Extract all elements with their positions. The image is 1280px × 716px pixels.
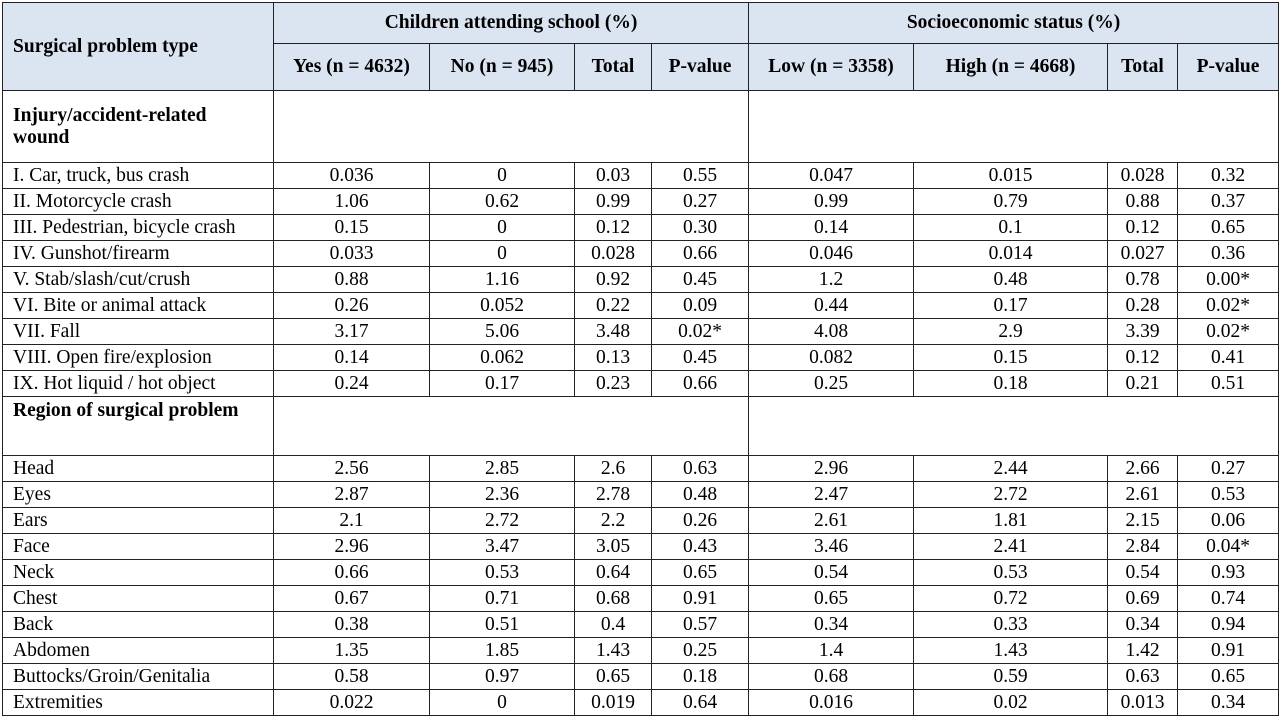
value-cell: 0.13 bbox=[575, 345, 652, 371]
value-cell: 2.96 bbox=[749, 456, 914, 482]
value-cell: 0.027 bbox=[1108, 241, 1178, 267]
row-label: IX. Hot liquid / hot object bbox=[3, 371, 274, 397]
value-cell: 3.46 bbox=[749, 534, 914, 560]
value-cell: 0.27 bbox=[1178, 456, 1279, 482]
value-cell: 2.15 bbox=[1108, 508, 1178, 534]
value-cell: 0.082 bbox=[749, 345, 914, 371]
value-cell: 0.57 bbox=[652, 612, 749, 638]
value-cell: 2.9 bbox=[914, 319, 1108, 345]
value-cell: 1.81 bbox=[914, 508, 1108, 534]
table-row bbox=[3, 508, 1279, 534]
value-cell: 0.046 bbox=[749, 241, 914, 267]
value-cell: 0.54 bbox=[1108, 560, 1178, 586]
value-cell: 0.15 bbox=[274, 215, 430, 241]
value-cell: 0.036 bbox=[274, 163, 430, 189]
value-cell: 0.02 bbox=[914, 690, 1108, 716]
value-cell: 0.51 bbox=[430, 612, 575, 638]
value-cell: 0.27 bbox=[652, 189, 749, 215]
row-label: VII. Fall bbox=[3, 319, 274, 345]
value-cell: 2.41 bbox=[914, 534, 1108, 560]
value-cell: 0.12 bbox=[1108, 345, 1178, 371]
value-cell: 0.66 bbox=[652, 241, 749, 267]
value-cell: 2.44 bbox=[914, 456, 1108, 482]
value-cell: 0.48 bbox=[652, 482, 749, 508]
value-cell: 3.39 bbox=[1108, 319, 1178, 345]
table-row bbox=[3, 293, 1279, 319]
value-cell: 0.72 bbox=[914, 586, 1108, 612]
value-cell: 0.047 bbox=[749, 163, 914, 189]
value-cell: 0.022 bbox=[274, 690, 430, 716]
header-row-groups bbox=[3, 3, 1279, 44]
value-cell: 0.12 bbox=[1108, 215, 1178, 241]
value-cell: 0.062 bbox=[430, 345, 575, 371]
value-cell: 0.88 bbox=[1108, 189, 1178, 215]
value-cell: 0.97 bbox=[430, 664, 575, 690]
value-cell: 1.43 bbox=[914, 638, 1108, 664]
header-socioeconomic-status: Socioeconomic status (%) bbox=[749, 3, 1279, 44]
row-label: IV. Gunshot/firearm bbox=[3, 241, 274, 267]
value-cell: 0.25 bbox=[652, 638, 749, 664]
value-cell: 0 bbox=[430, 241, 575, 267]
value-cell: 1.85 bbox=[430, 638, 575, 664]
table-row bbox=[3, 638, 1279, 664]
section-title: Injury/accident-related wound bbox=[3, 91, 274, 163]
value-cell: 0.65 bbox=[652, 560, 749, 586]
value-cell: 0.65 bbox=[1178, 664, 1279, 690]
table-row bbox=[3, 189, 1279, 215]
value-cell: 0.013 bbox=[1108, 690, 1178, 716]
value-cell: 2.47 bbox=[749, 482, 914, 508]
value-cell: 0.02* bbox=[1178, 319, 1279, 345]
value-cell: 1.43 bbox=[575, 638, 652, 664]
value-cell: 0.41 bbox=[1178, 345, 1279, 371]
value-cell: 0.23 bbox=[575, 371, 652, 397]
header-problem-type: Surgical problem type bbox=[3, 3, 274, 91]
value-cell: 3.48 bbox=[575, 319, 652, 345]
value-cell: 2.36 bbox=[430, 482, 575, 508]
section-title: Region of surgical problem bbox=[3, 397, 274, 456]
value-cell: 1.4 bbox=[749, 638, 914, 664]
value-cell: 0.38 bbox=[274, 612, 430, 638]
value-cell: 3.05 bbox=[575, 534, 652, 560]
table-row bbox=[3, 690, 1279, 716]
value-cell: 0.22 bbox=[575, 293, 652, 319]
section-empty-cell bbox=[749, 91, 1279, 163]
value-cell: 0.93 bbox=[1178, 560, 1279, 586]
value-cell: 0.53 bbox=[430, 560, 575, 586]
value-cell: 1.16 bbox=[430, 267, 575, 293]
value-cell: 0.45 bbox=[652, 267, 749, 293]
value-cell: 0.17 bbox=[914, 293, 1108, 319]
value-cell: 0.51 bbox=[1178, 371, 1279, 397]
value-cell: 0.79 bbox=[914, 189, 1108, 215]
value-cell: 0.014 bbox=[914, 241, 1108, 267]
value-cell: 0.02* bbox=[652, 319, 749, 345]
value-cell: 0.53 bbox=[1178, 482, 1279, 508]
header-children-attending-school: Children attending school (%) bbox=[274, 3, 749, 44]
value-cell: 0.17 bbox=[430, 371, 575, 397]
value-cell: 0.18 bbox=[652, 664, 749, 690]
value-cell: 2.78 bbox=[575, 482, 652, 508]
value-cell: 0.63 bbox=[652, 456, 749, 482]
value-cell: 2.66 bbox=[1108, 456, 1178, 482]
table-row bbox=[3, 215, 1279, 241]
table-row bbox=[3, 241, 1279, 267]
row-label: Head bbox=[3, 456, 274, 482]
value-cell: 0.06 bbox=[1178, 508, 1279, 534]
table-body bbox=[3, 91, 1279, 716]
value-cell: 0.21 bbox=[1108, 371, 1178, 397]
value-cell: 0.36 bbox=[1178, 241, 1279, 267]
value-cell: 0.32 bbox=[1178, 163, 1279, 189]
table-row bbox=[3, 267, 1279, 293]
value-cell: 0.91 bbox=[1178, 638, 1279, 664]
value-cell: 0.66 bbox=[652, 371, 749, 397]
section-empty-cell bbox=[749, 397, 1279, 456]
value-cell: 0.68 bbox=[575, 586, 652, 612]
value-cell: 0.09 bbox=[652, 293, 749, 319]
value-cell: 0.019 bbox=[575, 690, 652, 716]
row-label: VI. Bite or animal attack bbox=[3, 293, 274, 319]
header-school-yes: Yes (n = 4632) bbox=[274, 44, 430, 91]
row-label: V. Stab/slash/cut/crush bbox=[3, 267, 274, 293]
table-row bbox=[3, 586, 1279, 612]
header-ses-high: High (n = 4668) bbox=[914, 44, 1108, 91]
row-label: VIII. Open fire/explosion bbox=[3, 345, 274, 371]
value-cell: 1.2 bbox=[749, 267, 914, 293]
value-cell: 0.052 bbox=[430, 293, 575, 319]
value-cell: 0.65 bbox=[749, 586, 914, 612]
value-cell: 3.17 bbox=[274, 319, 430, 345]
table-row bbox=[3, 560, 1279, 586]
value-cell: 1.35 bbox=[274, 638, 430, 664]
row-label: III. Pedestrian, bicycle crash bbox=[3, 215, 274, 241]
section-header-row bbox=[3, 397, 1279, 456]
value-cell: 0.34 bbox=[1108, 612, 1178, 638]
row-label: Eyes bbox=[3, 482, 274, 508]
value-cell: 0.88 bbox=[274, 267, 430, 293]
value-cell: 0.02* bbox=[1178, 293, 1279, 319]
table-row bbox=[3, 612, 1279, 638]
value-cell: 0.53 bbox=[914, 560, 1108, 586]
row-label: Ears bbox=[3, 508, 274, 534]
section-header-row bbox=[3, 91, 1279, 163]
header-ses-total: Total bbox=[1108, 44, 1178, 91]
value-cell: 0.33 bbox=[914, 612, 1108, 638]
row-label: II. Motorcycle crash bbox=[3, 189, 274, 215]
value-cell: 0.028 bbox=[1108, 163, 1178, 189]
value-cell: 0.99 bbox=[575, 189, 652, 215]
surgical-problem-table bbox=[2, 2, 1279, 716]
table-row bbox=[3, 163, 1279, 189]
value-cell: 2.2 bbox=[575, 508, 652, 534]
row-label: Face bbox=[3, 534, 274, 560]
value-cell: 0.48 bbox=[914, 267, 1108, 293]
value-cell: 0.91 bbox=[652, 586, 749, 612]
value-cell: 2.6 bbox=[575, 456, 652, 482]
value-cell: 0.59 bbox=[914, 664, 1108, 690]
value-cell: 0 bbox=[430, 690, 575, 716]
value-cell: 0.028 bbox=[575, 241, 652, 267]
value-cell: 0.25 bbox=[749, 371, 914, 397]
value-cell: 0.64 bbox=[575, 560, 652, 586]
row-label: Buttocks/Groin/Genitalia bbox=[3, 664, 274, 690]
value-cell: 0.34 bbox=[1178, 690, 1279, 716]
section-empty-cell bbox=[274, 397, 749, 456]
row-label: Abdomen bbox=[3, 638, 274, 664]
table-row bbox=[3, 482, 1279, 508]
row-label: Neck bbox=[3, 560, 274, 586]
value-cell: 0.28 bbox=[1108, 293, 1178, 319]
value-cell: 0.92 bbox=[575, 267, 652, 293]
value-cell: 0.58 bbox=[274, 664, 430, 690]
value-cell: 1.42 bbox=[1108, 638, 1178, 664]
value-cell: 1.06 bbox=[274, 189, 430, 215]
value-cell: 0.016 bbox=[749, 690, 914, 716]
value-cell: 2.84 bbox=[1108, 534, 1178, 560]
value-cell: 0.12 bbox=[575, 215, 652, 241]
value-cell: 0.015 bbox=[914, 163, 1108, 189]
value-cell: 0.15 bbox=[914, 345, 1108, 371]
header-ses-p-value: P-value bbox=[1178, 44, 1279, 91]
value-cell: 2.96 bbox=[274, 534, 430, 560]
row-label: Chest bbox=[3, 586, 274, 612]
value-cell: 2.87 bbox=[274, 482, 430, 508]
value-cell: 0.26 bbox=[652, 508, 749, 534]
value-cell: 0.04* bbox=[1178, 534, 1279, 560]
value-cell: 0.18 bbox=[914, 371, 1108, 397]
table-row bbox=[3, 456, 1279, 482]
row-label: I. Car, truck, bus crash bbox=[3, 163, 274, 189]
value-cell: 0.69 bbox=[1108, 586, 1178, 612]
table-row bbox=[3, 534, 1279, 560]
value-cell: 0.62 bbox=[430, 189, 575, 215]
section-empty-cell bbox=[274, 91, 749, 163]
value-cell: 0.30 bbox=[652, 215, 749, 241]
header-ses-low: Low (n = 3358) bbox=[749, 44, 914, 91]
value-cell: 0.74 bbox=[1178, 586, 1279, 612]
value-cell: 5.06 bbox=[430, 319, 575, 345]
value-cell: 0.68 bbox=[749, 664, 914, 690]
value-cell: 0.78 bbox=[1108, 267, 1178, 293]
value-cell: 0 bbox=[430, 163, 575, 189]
value-cell: 0.43 bbox=[652, 534, 749, 560]
value-cell: 2.61 bbox=[749, 508, 914, 534]
value-cell: 0.65 bbox=[575, 664, 652, 690]
value-cell: 0.54 bbox=[749, 560, 914, 586]
value-cell: 2.85 bbox=[430, 456, 575, 482]
value-cell: 0.66 bbox=[274, 560, 430, 586]
value-cell: 2.72 bbox=[430, 508, 575, 534]
table-row bbox=[3, 371, 1279, 397]
value-cell: 0.94 bbox=[1178, 612, 1279, 638]
value-cell: 3.47 bbox=[430, 534, 575, 560]
row-label: Extremities bbox=[3, 690, 274, 716]
value-cell: 0.24 bbox=[274, 371, 430, 397]
header-school-no: No (n = 945) bbox=[430, 44, 575, 91]
value-cell: 4.08 bbox=[749, 319, 914, 345]
value-cell: 0.45 bbox=[652, 345, 749, 371]
value-cell: 2.56 bbox=[274, 456, 430, 482]
value-cell: 0.55 bbox=[652, 163, 749, 189]
value-cell: 0.71 bbox=[430, 586, 575, 612]
row-label: Back bbox=[3, 612, 274, 638]
header-school-p-value: P-value bbox=[652, 44, 749, 91]
value-cell: 0.26 bbox=[274, 293, 430, 319]
value-cell: 0.14 bbox=[749, 215, 914, 241]
value-cell: 0.65 bbox=[1178, 215, 1279, 241]
value-cell: 2.1 bbox=[274, 508, 430, 534]
value-cell: 0 bbox=[430, 215, 575, 241]
header-school-total: Total bbox=[575, 44, 652, 91]
table-row bbox=[3, 664, 1279, 690]
value-cell: 0.1 bbox=[914, 215, 1108, 241]
table-row bbox=[3, 345, 1279, 371]
value-cell: 0.033 bbox=[274, 241, 430, 267]
value-cell: 0.67 bbox=[274, 586, 430, 612]
value-cell: 0.00* bbox=[1178, 267, 1279, 293]
value-cell: 0.4 bbox=[575, 612, 652, 638]
value-cell: 0.37 bbox=[1178, 189, 1279, 215]
value-cell: 0.14 bbox=[274, 345, 430, 371]
value-cell: 0.34 bbox=[749, 612, 914, 638]
value-cell: 2.61 bbox=[1108, 482, 1178, 508]
value-cell: 0.99 bbox=[749, 189, 914, 215]
value-cell: 0.03 bbox=[575, 163, 652, 189]
value-cell: 0.63 bbox=[1108, 664, 1178, 690]
value-cell: 0.64 bbox=[652, 690, 749, 716]
value-cell: 0.44 bbox=[749, 293, 914, 319]
value-cell: 2.72 bbox=[914, 482, 1108, 508]
table-row bbox=[3, 319, 1279, 345]
